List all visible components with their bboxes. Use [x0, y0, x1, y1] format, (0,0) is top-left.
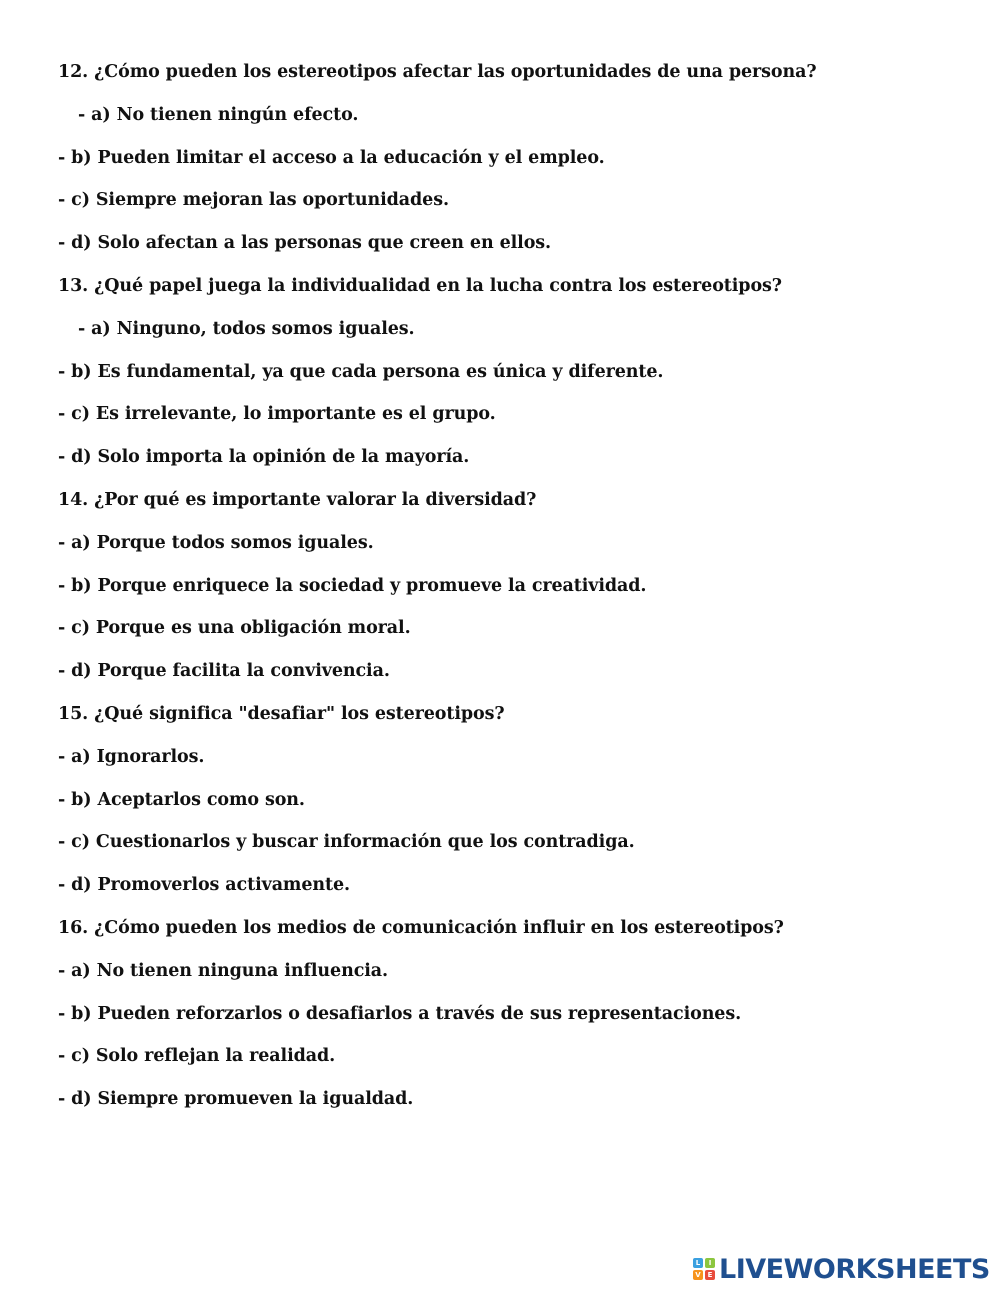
question-16-option-c[interactable]: - c) Solo reflejan la realidad. [58, 1046, 336, 1067]
question-15-option-d[interactable]: - d) Promoverlos activamente. [58, 875, 351, 896]
liveworksheets-wordmark: LIVEWORKSHEETS [719, 1253, 990, 1285]
question-14-option-a[interactable]: - a) Porque todos somos iguales. [58, 532, 374, 553]
question-13-option-a[interactable]: - a) Ninguno, todos somos iguales. [78, 318, 415, 339]
question-14-option-d[interactable]: - d) Porque facilita la convivencia. [58, 661, 390, 682]
question-14-option-b[interactable]: - b) Porque enriquece la sociedad y promueve la creatividad. [58, 575, 647, 596]
logo-block-l: L [693, 1258, 703, 1268]
question-15-option-a[interactable]: - a) Ignorarlos. [58, 746, 205, 767]
question-12-option-c[interactable]: - c) Siempre mejoran las oportunidades. [58, 190, 449, 211]
logo-block-e: E [705, 1270, 715, 1280]
question-16-option-d[interactable]: - d) Siempre promueven la igualdad. [58, 1089, 414, 1110]
question-16-option-a[interactable]: - a) No tienen ninguna influencia. [58, 960, 389, 981]
question-13-prompt: 13. ¿Qué papel juega la individualidad en la lucha contra los estereotipos? [58, 275, 782, 296]
question-14-option-c[interactable]: - c) Porque es una obligación moral. [58, 618, 411, 639]
question-14-prompt: 14. ¿Por qué es importante valorar la diversidad? [58, 489, 537, 510]
question-15-option-c[interactable]: - c) Cuestionarlos y buscar información que los contradiga. [58, 832, 635, 853]
question-16-prompt: 16. ¿Cómo pueden los medios de comunicación influir en los estereotipos? [58, 917, 784, 938]
question-13-option-b[interactable]: - b) Es fundamental, ya que cada persona es única y diferente. [58, 361, 664, 382]
liveworksheets-logo [693, 1254, 990, 1284]
question-12-option-b[interactable]: - b) Pueden limitar el acceso a la educación y el empleo. [58, 147, 605, 168]
question-12-option-d[interactable]: - d) Solo afectan a las personas que creen en ellos. [58, 233, 552, 254]
question-12-option-a[interactable]: - a) No tienen ningún efecto. [78, 104, 359, 125]
question-13-option-d[interactable]: - d) Solo importa la opinión de la mayoría. [58, 447, 470, 468]
question-12-prompt: 12. ¿Cómo pueden los estereotipos afectar las oportunidades de una persona? [58, 62, 817, 82]
liveworksheets-blocks-icon [693, 1258, 715, 1280]
worksheet [58, 58, 958, 1128]
question-13-option-c[interactable]: - c) Es irrelevante, lo importante es el grupo. [58, 404, 496, 425]
question-15-prompt: 15. ¿Qué significa "desafiar" los estereotipos? [58, 703, 505, 724]
logo-block-i: I [705, 1258, 715, 1268]
question-15-option-b[interactable]: - b) Aceptarlos como son. [58, 789, 305, 810]
logo-block-v: V [693, 1270, 703, 1280]
question-16-option-b[interactable]: - b) Pueden reforzarlos o desafiarlos a través de sus representaciones. [58, 1003, 742, 1024]
